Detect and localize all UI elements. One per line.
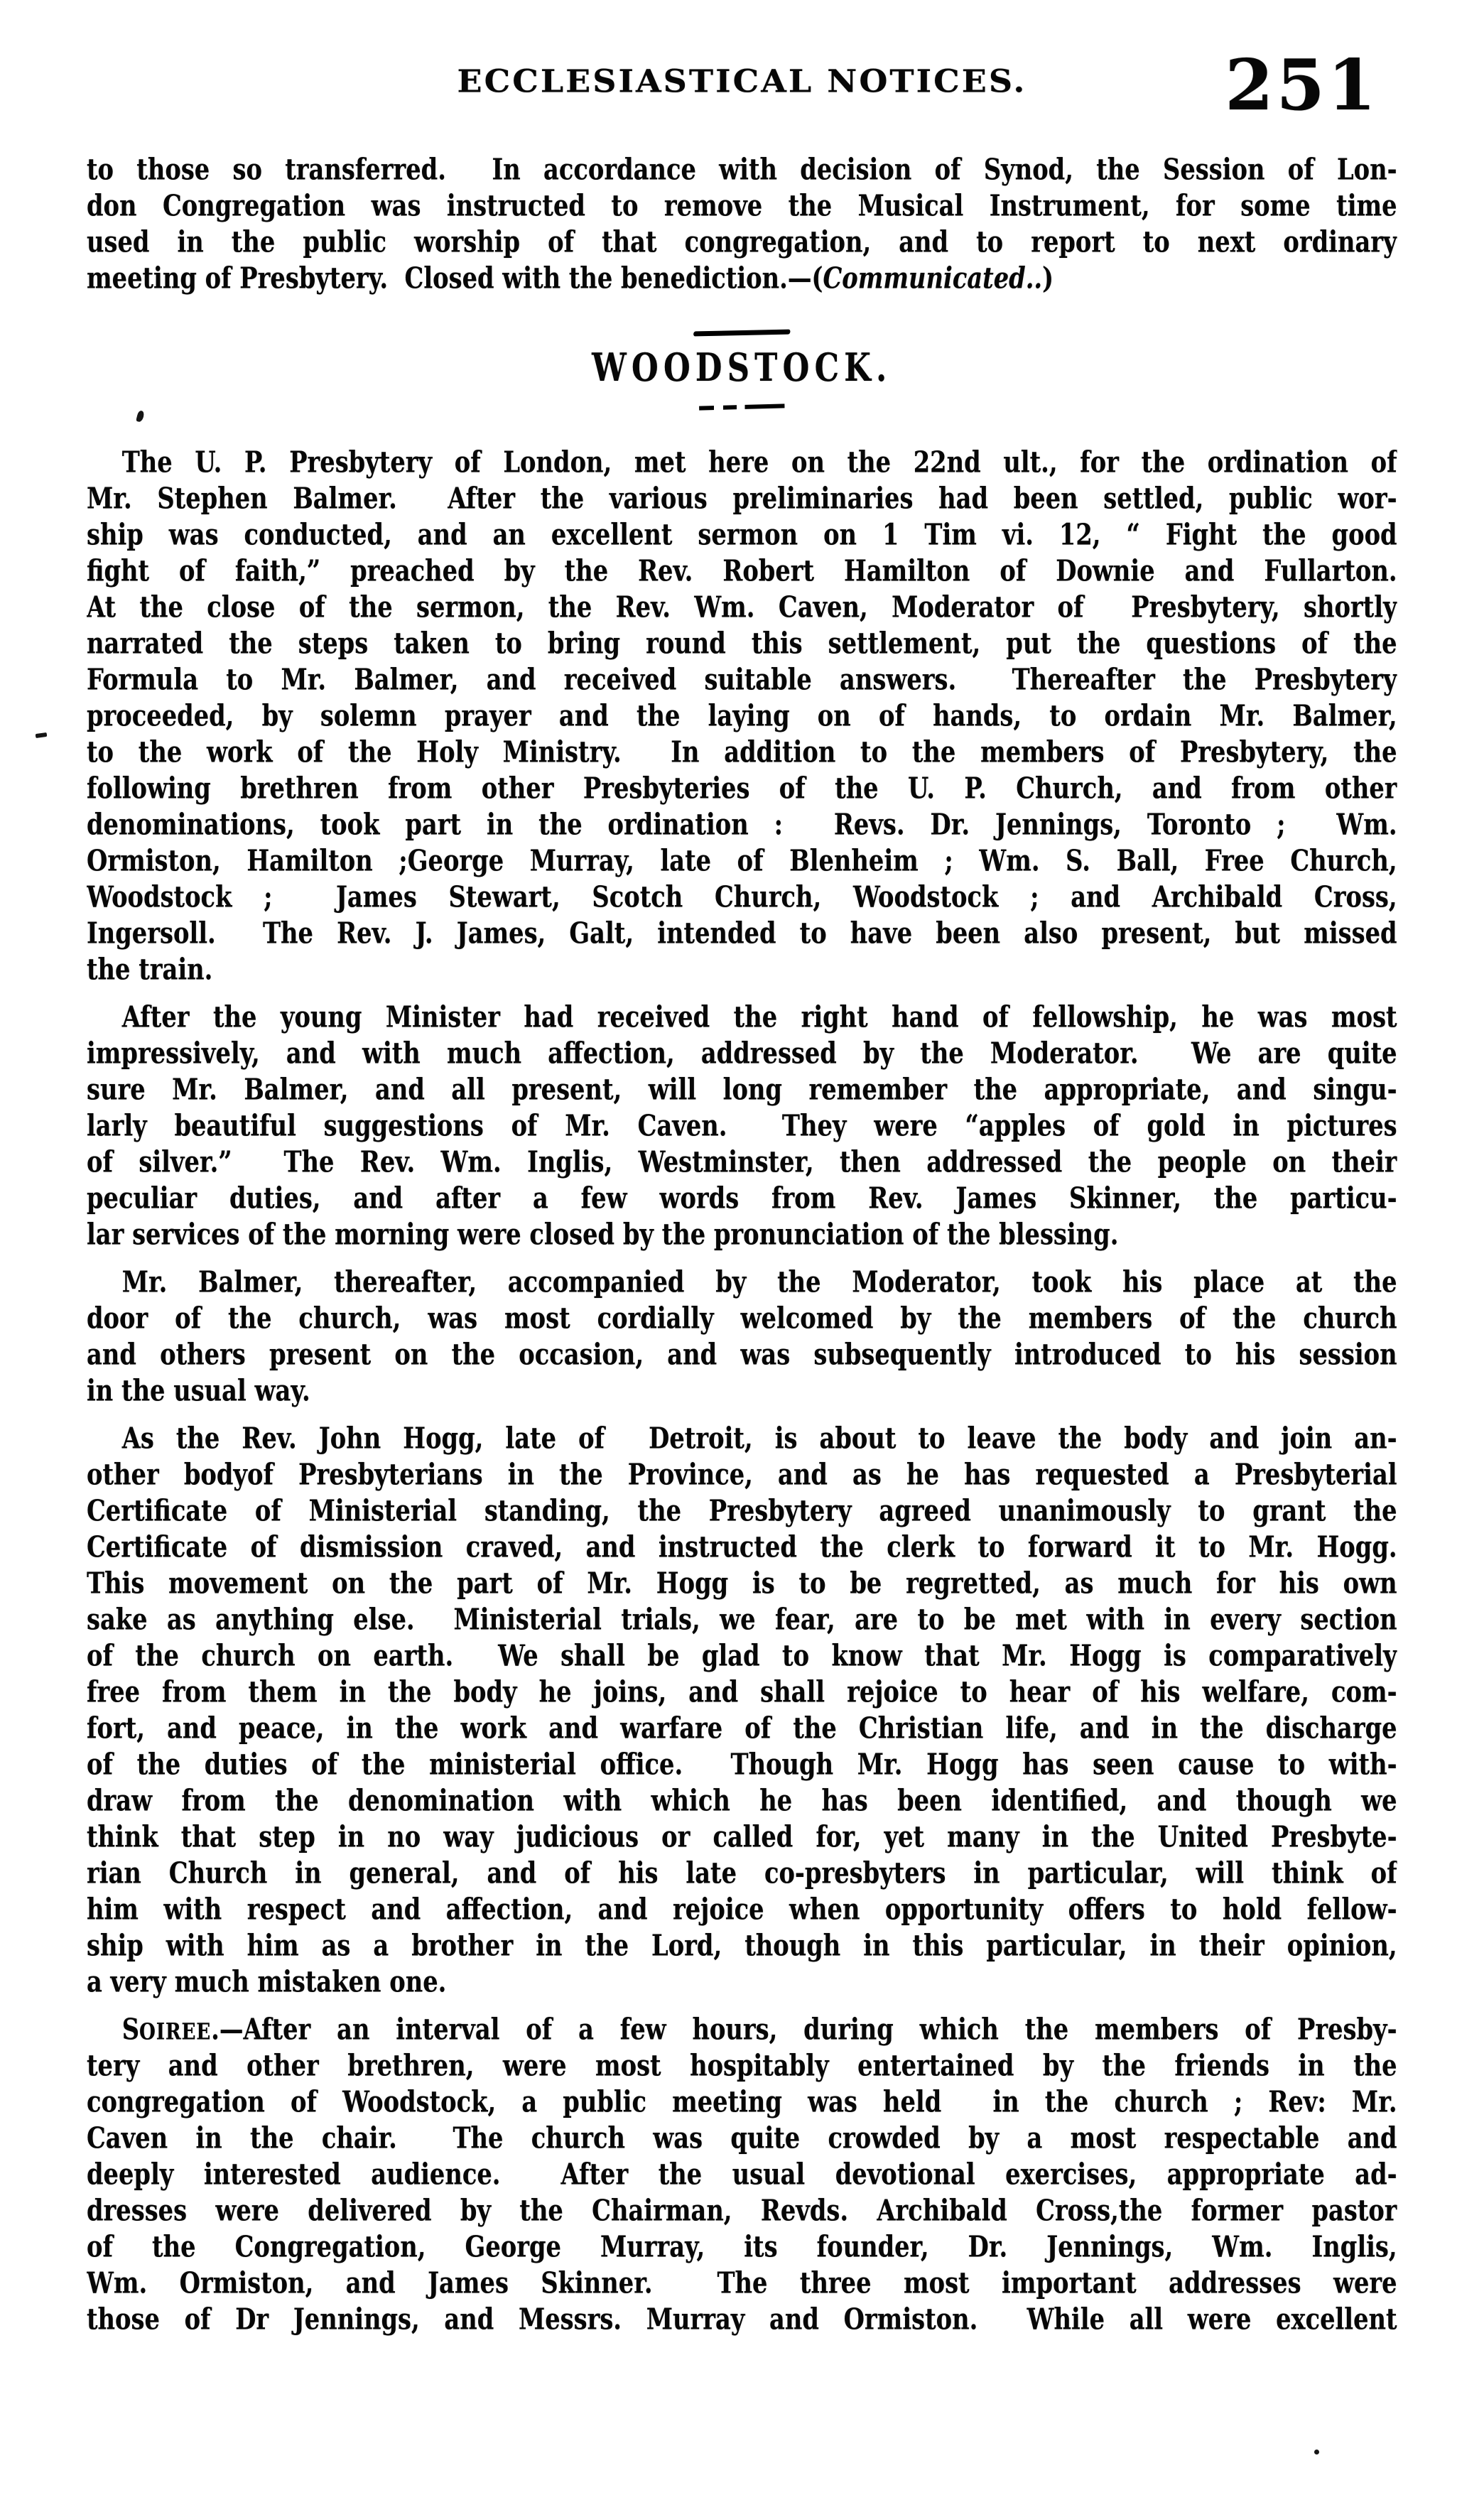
text-segment: Communicated..	[823, 261, 1043, 296]
text-line: free from them in the body he joins, and shall rejoice to hear of his welfare, com-	[87, 1674, 1397, 1709]
section-divider	[87, 325, 1397, 332]
text-line: tery and other brethren, were most hospitably entertained by the friends in the	[87, 2048, 1397, 2083]
text-line: the train.	[87, 952, 213, 987]
text-line: impressively, and with much affection, addressed by the Moderator. We are quite	[87, 1036, 1397, 1071]
text-line: peculiar duties, and after a few words from Rev. James Skinner, the particu-	[87, 1181, 1397, 1216]
text-line: and others present on the occasion, and was subsequently introduced to his session	[87, 1337, 1397, 1372]
section-dashed-divider	[87, 399, 1397, 404]
text-line: ship was conducted, and an excellent sermon on 1 Tim vi. 12, “ Fight the good	[87, 517, 1397, 552]
text-segment: S	[121, 2012, 140, 2047]
section-rule	[693, 330, 790, 337]
text-column	[87, 151, 1397, 2349]
text-segment: meeting of Presbytery. Closed with the benediction.—(	[87, 261, 823, 296]
text-line: to those so transferred. In accordance with decision of Synod, the Session of Lon-	[87, 152, 1397, 187]
text-line: draw from the denomination with which he has been identified, and though we	[87, 1783, 1397, 1818]
paragraph	[87, 151, 1397, 296]
text-line: Ingersoll. The Rev. J. James, Galt, intended to have been also present, but missed	[87, 916, 1397, 951]
text-segment: OIREE	[139, 2018, 212, 2045]
text-line: of the church on earth. We shall be glad to know that Mr. Hogg is comparatively	[87, 1638, 1397, 1673]
text-line: him with respect and affection, and rejoice when opportunity offers to hold fellow-	[87, 1892, 1397, 1927]
text-line: Ormiston, Hamilton ;George Murray, late of Blenheim ; Wm. S. Ball, Free Church,	[87, 843, 1397, 878]
text-line: used in the public worship of that congregation, and to report to next ordinary	[87, 224, 1397, 259]
text-line: ship with him as a brother in the Lord, though in this particular, in their opinion,	[87, 1928, 1397, 1963]
text-line: a very much mistaken one.	[87, 1964, 447, 1999]
text-line: of the Congregation, George Murray, its founder, Dr. Jennings, Wm. Inglis,	[87, 2229, 1397, 2264]
text-line: Certificate of Ministerial standing, the Presbytery agreed unanimously to grant the	[87, 1493, 1397, 1528]
text-line: Formula to Mr. Balmer, and received suitable answers. Thereafter the Presbytery	[87, 662, 1397, 697]
section-dashed-rule	[699, 404, 784, 410]
paragraph	[87, 2011, 1397, 2337]
text-line: sake as anything else. Ministerial trials, we fear, are to be met with in every section	[87, 1602, 1397, 1637]
text-line: think that step in no way judicious or called for, yet many in the United Presbyte-	[87, 1819, 1397, 1854]
text-line: of the duties of the ministerial office. Though Mr. Hogg has seen cause to with-	[87, 1747, 1397, 1782]
paragraph	[87, 999, 1397, 1252]
paragraph	[87, 1264, 1397, 1409]
page-header	[87, 45, 1397, 148]
text-line: lar services of the morning were closed by the pronunciation of the blessing.	[87, 1217, 1119, 1252]
page-number: 251	[1225, 45, 1379, 126]
text-line: The U. P. Presbytery of London, met here on the 22nd ult., for the ordination of	[121, 445, 1397, 480]
text-line	[87, 2012, 1397, 2047]
paragraph	[87, 444, 1397, 987]
text-line: those of Dr Jennings, and Messrs. Murray and Ormiston. While all were excellent	[87, 2302, 1397, 2337]
text-line: After the young Minister had received the right hand of fellowship, he was most	[121, 1000, 1397, 1034]
text-line: This movement on the part of Mr. Hogg is to be regretted, as much for his own	[87, 1566, 1397, 1601]
text-line: denominations, took part in the ordination : Revs. Dr. Jennings, Toronto ; Wm.	[87, 807, 1397, 842]
text-line: Woodstock ; James Stewart, Scotch Church, Woodstock ; and Archibald Cross,	[87, 880, 1397, 914]
text-line: Certificate of dismission craved, and instructed the clerk to forward it to Mr. Hogg.	[87, 1530, 1397, 1564]
ink-speck	[36, 732, 48, 738]
text-line: to the work of the Holy Ministry. In addition to the members of Presbytery, the	[87, 735, 1397, 769]
text-line: following brethren from other Presbyteries of the U. P. Church, and from other	[87, 771, 1397, 806]
text-line: door of the church, was most cordially welcomed by the members of the church	[87, 1301, 1397, 1336]
text-line: dresses were delivered by the Chairman, Revds. Archibald Cross,the former pastor	[87, 2193, 1397, 2228]
text-line: rian Church in general, and of his late co-presbyters in particular, will think of	[87, 1856, 1397, 1890]
text-line: in the usual way.	[87, 1373, 310, 1408]
text-line: Mr. Stephen Balmer. After the various preliminaries had been settled, public wor-	[87, 481, 1397, 516]
page-title: ECCLESIASTICAL NOTICES.	[457, 63, 1027, 99]
text-line: At the close of the sermon, the Rev. Wm. Caven, Moderator of Presbytery, shortly	[87, 590, 1397, 624]
text-line: Mr. Balmer, thereafter, accompanied by the Moderator, took his place at the	[121, 1265, 1397, 1299]
text-line: proceeded, by solemn prayer and the laying on of hands, to ordain Mr. Balmer,	[87, 698, 1397, 733]
text-segment: .—After an interval of a few hours, during which the members of Presby-	[211, 2012, 1397, 2047]
text-line: narrated the steps taken to bring round this settlement, put the questions of the	[87, 626, 1397, 661]
text-line: of silver.” The Rev. Wm. Inglis, Westminster, then addressed the people on their	[87, 1144, 1397, 1179]
text-line: Wm. Ormiston, and James Skinner. The three most important addresses were	[87, 2266, 1397, 2300]
text-line: larly beautiful suggestions of Mr. Caven. They were “apples of gold in pictures	[87, 1108, 1397, 1143]
text-line: fort, and peace, in the work and warfare of the Christian life, and in the discharge	[87, 1711, 1397, 1746]
text-line	[87, 261, 1397, 296]
text-segment: )	[1042, 261, 1054, 296]
text-line: As the Rev. John Hogg, late of Detroit, is about to leave the body and join an-	[121, 1421, 1397, 1456]
text-line: Caven in the chair. The church was quite crowded by a most respectable and	[87, 2121, 1397, 2155]
text-line: other bodyof Presbyterians in the Province, and as he has requested a Presbyterial	[87, 1457, 1397, 1492]
text-line: sure Mr. Balmer, and all present, will long remember the appropriate, and singu-	[87, 1072, 1397, 1107]
section-heading: WOODSTOCK.	[592, 345, 892, 390]
ink-speck	[1314, 2450, 1319, 2455]
text-line: congregation of Woodstock, a public meeting was held in the church ; Rev: Mr.	[87, 2084, 1397, 2119]
text-line: fight of faith,” preached by the Rev. Robert Hamilton of Downie and Fullarton.	[87, 553, 1397, 588]
text-line: deeply interested audience. After the usual devotional exercises, appropriate ad-	[87, 2157, 1397, 2192]
paragraph	[87, 1420, 1397, 2000]
text-line: don Congregation was instructed to remove the Musical Instrument, for some time	[87, 188, 1397, 223]
